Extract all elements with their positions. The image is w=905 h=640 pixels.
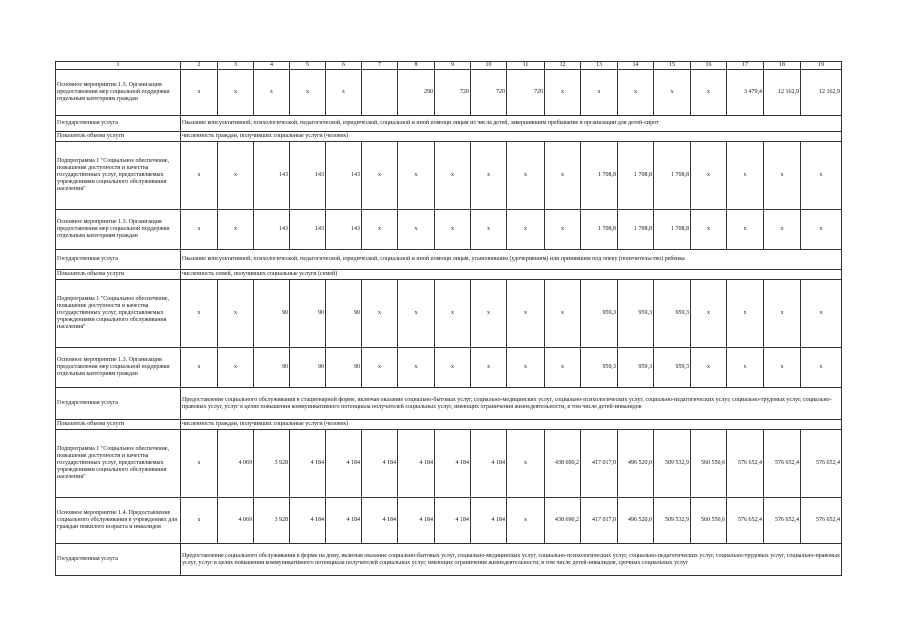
service-row <box>56 544 842 576</box>
table-cell: x <box>727 210 764 250</box>
table-cell: 509 532,9 <box>654 430 691 498</box>
table-cell: x <box>435 210 471 250</box>
table-cell: 12 162,9 <box>801 70 842 116</box>
service-row <box>56 250 842 270</box>
table-cell: x <box>801 280 842 348</box>
column-number: 13 <box>581 62 618 70</box>
table-cell: 1 708,8 <box>581 142 618 210</box>
row-description: численность граждан, получивших социальные услуги (человек) <box>181 420 842 430</box>
table-cell: x <box>326 70 362 116</box>
table-cell: 4 184 <box>398 430 435 498</box>
table-cell: 576 652,4 <box>801 430 842 498</box>
table-cell: 143 <box>290 142 326 210</box>
row-label: Основное мероприятие 1.3. Организация предоставления мер социальной поддержки отдельным категориям граждан <box>56 70 181 116</box>
table-cell: 290 <box>398 70 435 116</box>
row-label: Основное мероприятие 1.3. Организация предоставления мер социальной поддержки отдельным категориям граждан <box>56 210 181 250</box>
table-cell: 576 652,4 <box>801 498 842 544</box>
table-cell: 4 184 <box>435 430 471 498</box>
table-cell: 576 652,4 <box>764 498 801 544</box>
table-cell: x <box>362 210 398 250</box>
table-cell: 90 <box>254 280 290 348</box>
table-cell: x <box>691 348 727 388</box>
table-cell: 4 184 <box>362 430 398 498</box>
row-label: Государственная услуга <box>56 544 181 576</box>
table-cell: 438 690,2 <box>545 498 581 544</box>
row-description: Предоставление социального обслуживания в форме на дому, включая оказание социально-бытовых услуг, социально-медицинских услуг, социально-психологических услуг, социально-педагогических услуг, социально-трудовых услуг, социально-правовых услуг, услуг в целях повышения коммуникативного потенциала получателей социальных услуг, имеющих ограничения жизнедеятельности, в том числе детей-инвалидов, срочных социальных услуг <box>181 544 842 576</box>
table-cell: x <box>764 348 801 388</box>
table-cell: x <box>691 70 727 116</box>
table-cell: x <box>435 280 471 348</box>
table-cell: x <box>764 210 801 250</box>
row-label: Подпрограмма 1 "Социальное обеспечение, повышение доступности и качества государственных услуг, предоставляемых учреждениями социального обслуживания населения" <box>56 430 181 498</box>
table-cell: 1 708,8 <box>654 142 691 210</box>
table-cell: x <box>727 348 764 388</box>
column-number: 15 <box>654 62 691 70</box>
table-cell: 143 <box>326 210 362 250</box>
table-cell: 90 <box>290 280 326 348</box>
table-cell: x <box>218 280 254 348</box>
table-cell: 959,3 <box>654 348 691 388</box>
table-cell: x <box>545 280 581 348</box>
column-number: 10 <box>471 62 507 70</box>
table-cell: x <box>254 70 290 116</box>
row-label: Подпрограмма 1 "Социальное обеспечение, повышение доступности и качества государственных услуг, предоставляемых учреждениями социального обслуживания населения" <box>56 142 181 210</box>
table-cell: 90 <box>254 348 290 388</box>
table-cell: x <box>181 430 218 498</box>
table-cell: 4 184 <box>290 498 326 544</box>
row-description: численность семей, получивших социальные услуги (семей) <box>181 270 842 280</box>
table-row <box>56 70 842 116</box>
table-cell: x <box>471 348 507 388</box>
table-cell: 959,3 <box>581 348 618 388</box>
table-cell: 438 690,2 <box>545 430 581 498</box>
table-cell: 576 652,4 <box>727 498 764 544</box>
column-number: 17 <box>727 62 764 70</box>
table-cell: 959,3 <box>654 280 691 348</box>
row-description: численность граждан, получивших социальные услуги (человек) <box>181 132 842 142</box>
table-cell: x <box>654 70 691 116</box>
row-description: Оказание консультативной, психологической, педагогической, юридической, социальной и иной помощи лицам из числа детей, завершившим пребывание в организации для детей-сирот <box>181 116 842 132</box>
table-cell: x <box>181 498 218 544</box>
row-description: Оказание консультативной, психологической, педагогической, юридической, социальной и иной помощи лицам, усыновившим (удочерившим) или принявшим под опеку (попечительство) ребенка <box>181 250 842 270</box>
table-cell: x <box>507 280 545 348</box>
table-cell: x <box>507 430 545 498</box>
table-cell: 720 <box>435 70 471 116</box>
table-cell: 560 550,6 <box>691 498 727 544</box>
table-cell: x <box>801 348 842 388</box>
table-cell: x <box>362 348 398 388</box>
table-cell: 143 <box>290 210 326 250</box>
table-cell: 4 184 <box>435 498 471 544</box>
column-number: 19 <box>801 62 842 70</box>
table-cell: x <box>691 142 727 210</box>
table-cell: 576 652,4 <box>727 430 764 498</box>
table-cell: 90 <box>326 280 362 348</box>
table-cell: 1 708,8 <box>581 210 618 250</box>
table-cell: x <box>727 280 764 348</box>
service-row <box>56 132 842 142</box>
table-cell: x <box>727 142 764 210</box>
table-cell: x <box>691 210 727 250</box>
table-cell: 4 184 <box>326 430 362 498</box>
row-label: Показатель объема услуги <box>56 132 181 142</box>
table-cell: 1 708,8 <box>618 142 654 210</box>
column-number: 14 <box>618 62 654 70</box>
row-label: Государственная услуга <box>56 250 181 270</box>
table-cell: x <box>218 210 254 250</box>
table-cell: x <box>618 70 654 116</box>
table-cell: x <box>362 280 398 348</box>
table-cell: x <box>507 210 545 250</box>
table-row <box>56 348 842 388</box>
table-cell: x <box>218 142 254 210</box>
table-cell: 3 928 <box>254 430 290 498</box>
table-cell: 720 <box>471 70 507 116</box>
table-cell: 959,3 <box>618 280 654 348</box>
column-number: 9 <box>435 62 471 70</box>
header-row <box>56 62 842 70</box>
row-label: Основное мероприятие 1.4. Предоставление социального обслуживания в учреждениях для граждан пожилого возраста и инвалидов <box>56 498 181 544</box>
table-cell: x <box>181 210 218 250</box>
column-number: 12 <box>545 62 581 70</box>
row-description: Предоставление социального обслуживания в стационарной форме, включая оказание социально-бытовых услуг, социально-медицинских услуг, социально-психологических услуг, социально-педагогических услуг, социально-трудовых услуг, социально-правовых услуг, услуг в целях повышения коммуникативного потенциала получателей социальных услуг, имеющих ограничения жизнедеятельности, в том числе детей-инвалидов <box>181 388 842 420</box>
table-cell: 720 <box>507 70 545 116</box>
table-cell: 3 479,4 <box>727 70 764 116</box>
table-cell: 4 184 <box>290 430 326 498</box>
table-cell: x <box>545 70 581 116</box>
table-cell: x <box>435 142 471 210</box>
table-cell: x <box>471 280 507 348</box>
table-cell: 560 550,6 <box>691 430 727 498</box>
table-cell: 90 <box>326 348 362 388</box>
service-row <box>56 270 842 280</box>
table-cell: x <box>398 142 435 210</box>
table-cell <box>362 70 398 116</box>
table-cell: 1 708,8 <box>618 210 654 250</box>
table-cell: x <box>801 210 842 250</box>
table-cell: 1 708,8 <box>654 210 691 250</box>
table-cell: x <box>801 142 842 210</box>
table-cell: 417 017,0 <box>581 498 618 544</box>
table-row <box>56 210 842 250</box>
table-cell: x <box>218 70 254 116</box>
table-cell: 959,3 <box>581 280 618 348</box>
table-cell: 4 184 <box>471 430 507 498</box>
table-cell: 4 184 <box>362 498 398 544</box>
table-cell: 143 <box>254 210 290 250</box>
table-cell: x <box>471 210 507 250</box>
table-cell: x <box>764 142 801 210</box>
table-cell: 496 520,0 <box>618 430 654 498</box>
table-cell: 576 652,4 <box>764 430 801 498</box>
table-row <box>56 430 842 498</box>
table-cell: x <box>691 280 727 348</box>
table-cell: x <box>398 280 435 348</box>
program-table <box>55 61 842 576</box>
table-cell: x <box>362 142 398 210</box>
column-number: 8 <box>398 62 435 70</box>
table-cell: 4 069 <box>218 498 254 544</box>
table-cell: x <box>181 348 218 388</box>
table-cell: x <box>181 280 218 348</box>
table-cell: x <box>398 210 435 250</box>
column-number: 7 <box>362 62 398 70</box>
row-label: Показатель объема услуги <box>56 420 181 430</box>
table-cell: 496 520,0 <box>618 498 654 544</box>
row-label: Подпрограмма 1 "Социальное обеспечение, повышение доступности и качества государственных услуг, предоставляемых учреждениями социального обслуживания населения" <box>56 280 181 348</box>
row-label: Основное мероприятие 1.3. Организация предоставления мер социальной поддержки отдельным категориям граждан <box>56 348 181 388</box>
table-cell: x <box>507 142 545 210</box>
column-number: 3 <box>218 62 254 70</box>
table-cell: 509 532,9 <box>654 498 691 544</box>
column-number: 1 <box>56 62 181 70</box>
table-cell: 4 184 <box>471 498 507 544</box>
table-cell: 12 162,9 <box>764 70 801 116</box>
table-cell: x <box>507 348 545 388</box>
column-number: 2 <box>181 62 218 70</box>
table-cell: x <box>398 348 435 388</box>
column-number: 5 <box>290 62 326 70</box>
service-row <box>56 388 842 420</box>
table-cell: 959,3 <box>618 348 654 388</box>
table-cell: x <box>764 280 801 348</box>
table-cell: x <box>218 348 254 388</box>
table-row <box>56 142 842 210</box>
row-label: Государственная услуга <box>56 116 181 132</box>
table-row <box>56 280 842 348</box>
table-cell: 143 <box>326 142 362 210</box>
table-cell: 90 <box>290 348 326 388</box>
column-number: 18 <box>764 62 801 70</box>
table-row <box>56 498 842 544</box>
table-cell: 417 017,0 <box>581 430 618 498</box>
table-cell: x <box>471 142 507 210</box>
table-cell: 4 184 <box>398 498 435 544</box>
table-cell: 4 184 <box>326 498 362 544</box>
table-cell: x <box>435 348 471 388</box>
service-row <box>56 116 842 132</box>
table-cell: 143 <box>254 142 290 210</box>
row-label: Государственная услуга <box>56 388 181 420</box>
table-cell: x <box>545 210 581 250</box>
table-cell: x <box>507 498 545 544</box>
table-cell: x <box>290 70 326 116</box>
table-cell: x <box>581 70 618 116</box>
table-cell: x <box>545 142 581 210</box>
table-cell: 4 069 <box>218 430 254 498</box>
service-row <box>56 420 842 430</box>
table-cell: 3 928 <box>254 498 290 544</box>
column-number: 4 <box>254 62 290 70</box>
table-cell: x <box>181 142 218 210</box>
column-number: 16 <box>691 62 727 70</box>
column-number: 11 <box>507 62 545 70</box>
column-number: 6 <box>326 62 362 70</box>
table-cell: x <box>181 70 218 116</box>
row-label: Показатель объема услуги <box>56 270 181 280</box>
table-cell: x <box>545 348 581 388</box>
